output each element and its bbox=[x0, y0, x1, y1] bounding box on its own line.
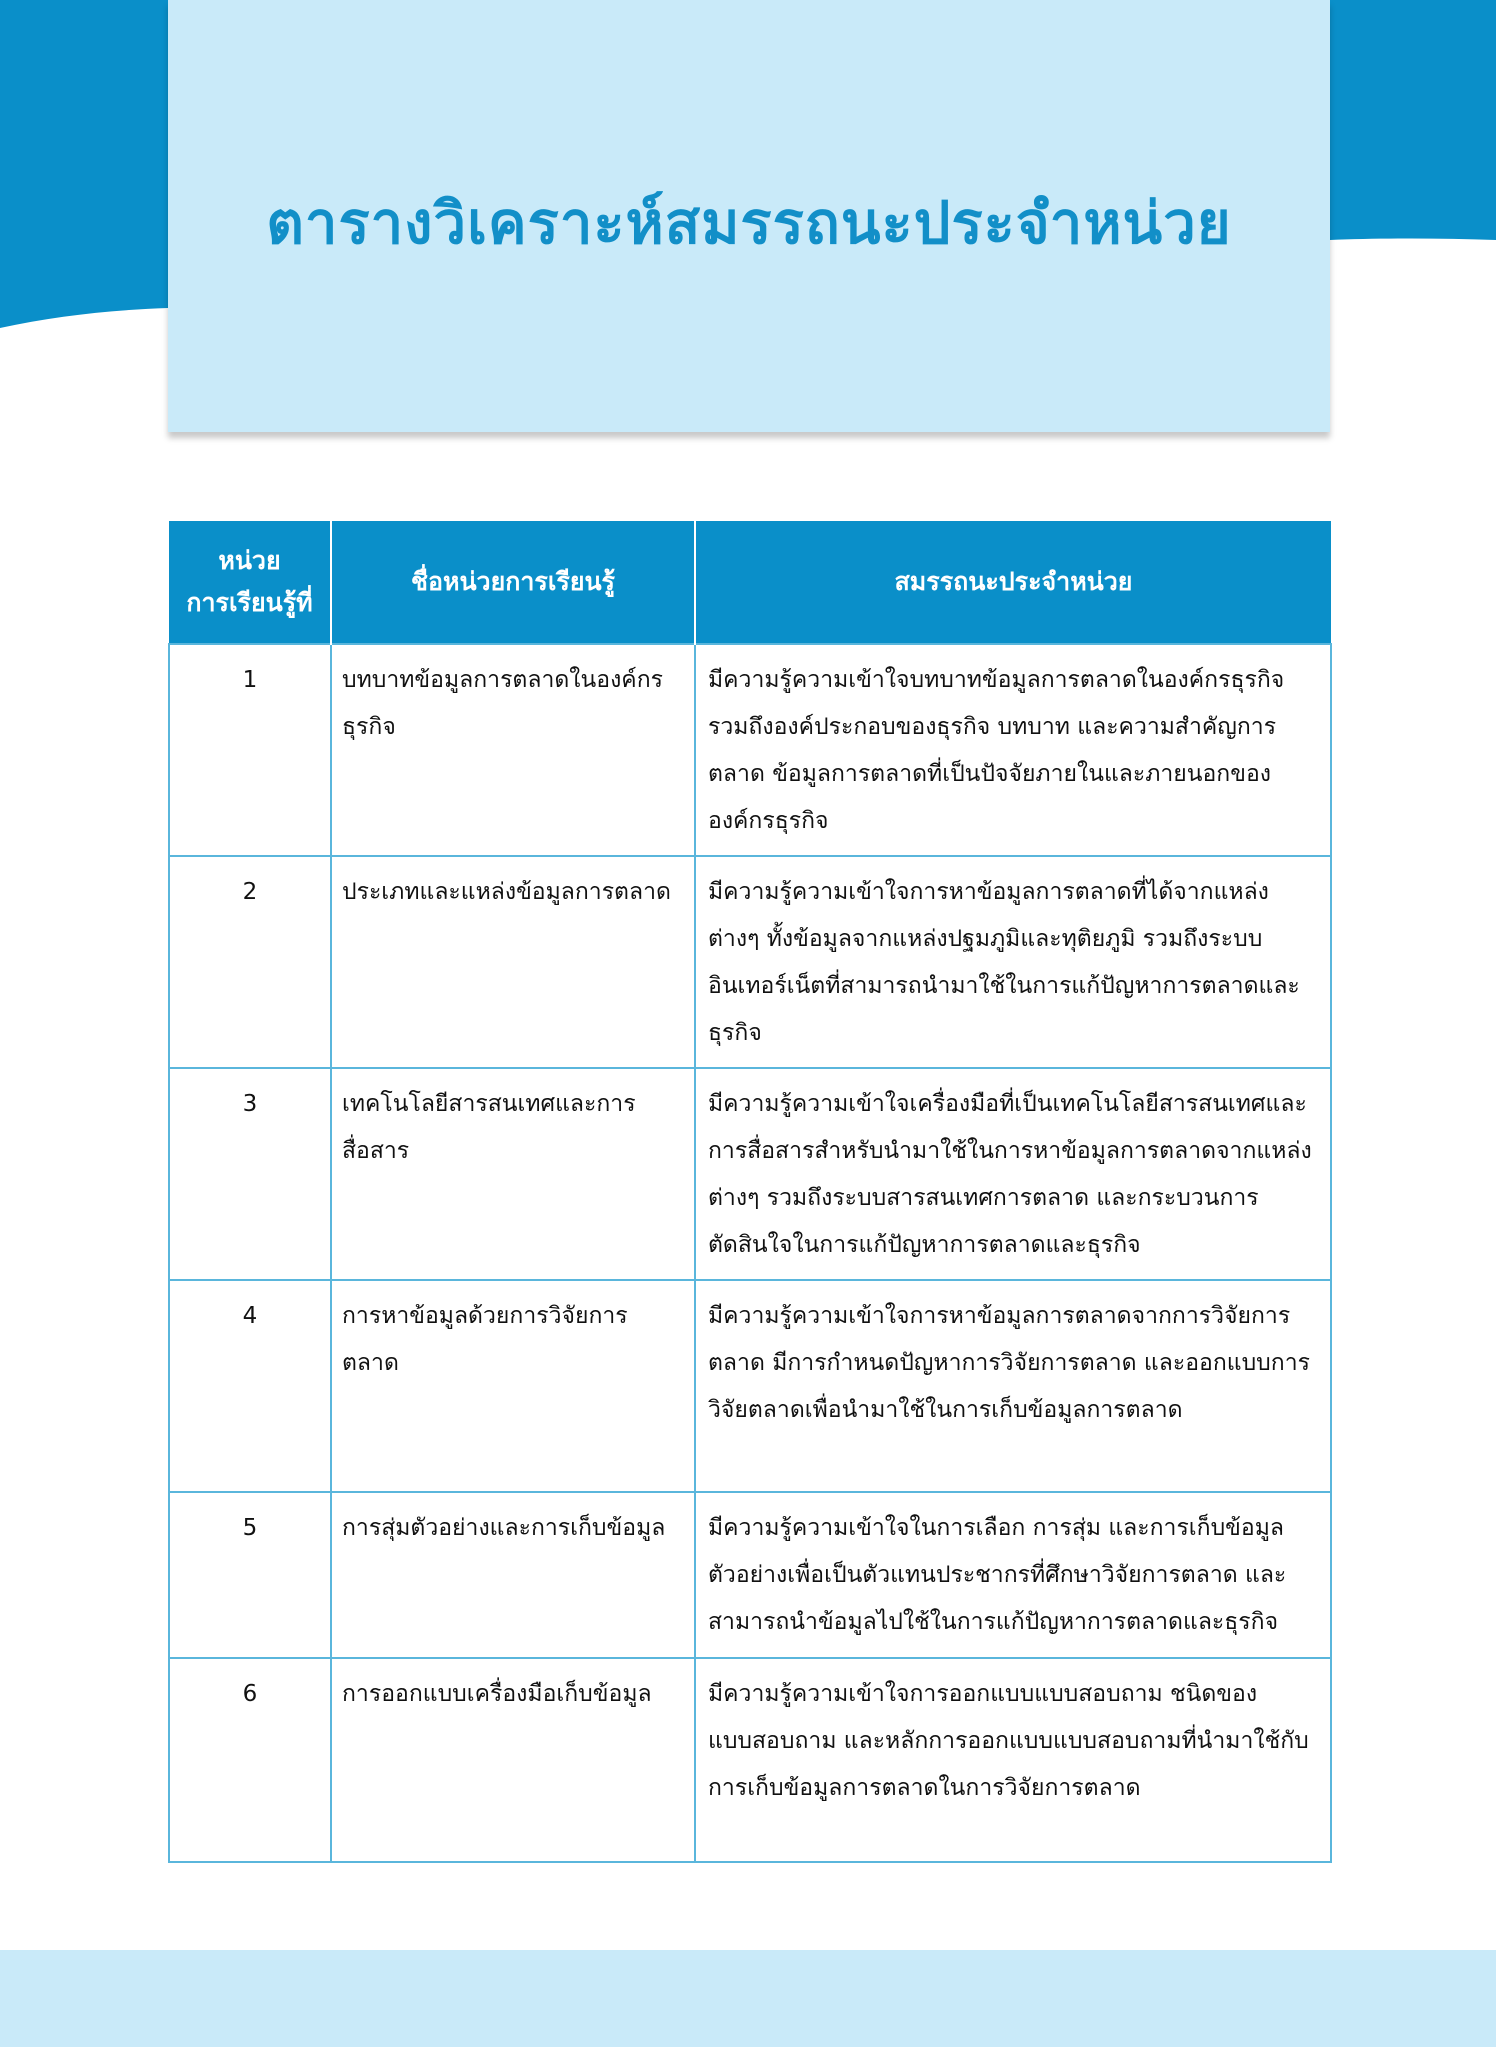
cell-unit-number: 2 bbox=[169, 856, 331, 1068]
cell-unit-name: การสุ่มตัวอย่างและการเก็บข้อมูล bbox=[331, 1492, 695, 1658]
title-card bbox=[168, 0, 1330, 432]
cell-unit-number: 1 bbox=[169, 644, 331, 856]
table-row bbox=[169, 1280, 1331, 1492]
table-row bbox=[169, 644, 1331, 856]
cell-unit-name: เทคโนโลยีสารสนเทศและการสื่อสาร bbox=[331, 1068, 695, 1280]
cell-competency: มีความรู้ความเข้าใจเครื่องมือที่เป็นเทคโนโลยีสารสนเทศและการสื่อสารสำหรับนำมาใช้ในการหาข้อมูลการตลาดจากแหล่งต่างๆ รวมถึงระบบสารสนเทศการตลาด และกระบวนการตัดสินใจในการแก้ปัญหาการตลาดและธุรกิจ bbox=[695, 1068, 1331, 1280]
table-header bbox=[169, 521, 1331, 644]
cell-unit-number: 6 bbox=[169, 1658, 331, 1862]
cell-competency: มีความรู้ความเข้าใจการหาข้อมูลการตลาดจากการวิจัยการตลาด มีการกำหนดปัญหาการวิจัยการตลาด และออกแบบการวิจัยตลาดเพื่อนำมาใช้ในการเก็บข้อมูลการตลาด bbox=[695, 1280, 1331, 1492]
cell-unit-name: ประเภทและแหล่งข้อมูลการตลาด bbox=[331, 856, 695, 1068]
header-unit-number-line2: การเรียนรู้ที่ bbox=[186, 588, 313, 617]
page-title: ตารางวิเคราะห์สมรรถนะประจำหน่วย bbox=[266, 188, 1232, 257]
cell-unit-number: 4 bbox=[169, 1280, 331, 1492]
header-unit-number bbox=[169, 521, 331, 644]
cell-unit-number: 3 bbox=[169, 1068, 331, 1280]
table-row bbox=[169, 1492, 1331, 1658]
header-unit-number-line1: หน่วย bbox=[218, 546, 281, 575]
competency-analysis-table bbox=[168, 521, 1332, 1863]
cell-unit-name: การออกแบบเครื่องมือเก็บข้อมูล bbox=[331, 1658, 695, 1862]
table-row bbox=[169, 1658, 1331, 1862]
cell-competency: มีความรู้ความเข้าใจบทบาทข้อมูลการตลาดในองค์กรธุรกิจ รวมถึงองค์ประกอบของธุรกิจ บทบาท และความสำคัญการตลาด ข้อมูลการตลาดที่เป็นปัจจัยภายในและภายนอกขององค์กรธุรกิจ bbox=[695, 644, 1331, 856]
cell-competency: มีความรู้ความเข้าใจการออกแบบแบบสอบถาม ชนิดของแบบสอบถาม และหลักการออกแบบแบบสอบถามที่นำมาใช้กับการเก็บข้อมูลการตลาดในการวิจัยการตลาด bbox=[695, 1658, 1331, 1862]
table-row bbox=[169, 856, 1331, 1068]
cell-unit-number: 5 bbox=[169, 1492, 331, 1658]
cell-unit-name: การหาข้อมูลด้วยการวิจัยการตลาด bbox=[331, 1280, 695, 1492]
cell-competency: มีความรู้ความเข้าใจในการเลือก การสุ่ม และการเก็บข้อมูลตัวอย่างเพื่อเป็นตัวแทนประชากรที่ศึกษาวิจัยการตลาด และสามารถนำข้อมูลไปใช้ในการแก้ปัญหาการตลาดและธุรกิจ bbox=[695, 1492, 1331, 1658]
cell-unit-name: บทบาทข้อมูลการตลาดในองค์กรธุรกิจ bbox=[331, 644, 695, 856]
table-header-row bbox=[169, 521, 1331, 644]
table-row bbox=[169, 1068, 1331, 1280]
competency-table-container bbox=[168, 521, 1330, 1863]
header-unit-name: ชื่อหน่วยการเรียนรู้ bbox=[331, 521, 695, 644]
bottom-band-decoration bbox=[0, 1950, 1496, 2047]
header-competency: สมรรถนะประจำหน่วย bbox=[695, 521, 1331, 644]
cell-competency: มีความรู้ความเข้าใจการหาข้อมูลการตลาดที่ได้จากแหล่งต่างๆ ทั้งข้อมูลจากแหล่งปฐมภูมิและทุติยภูมิ รวมถึงระบบอินเทอร์เน็ตที่สามารถนำมาใช้ในการแก้ปัญหาการตลาดและธุรกิจ bbox=[695, 856, 1331, 1068]
table-body bbox=[169, 644, 1331, 1862]
